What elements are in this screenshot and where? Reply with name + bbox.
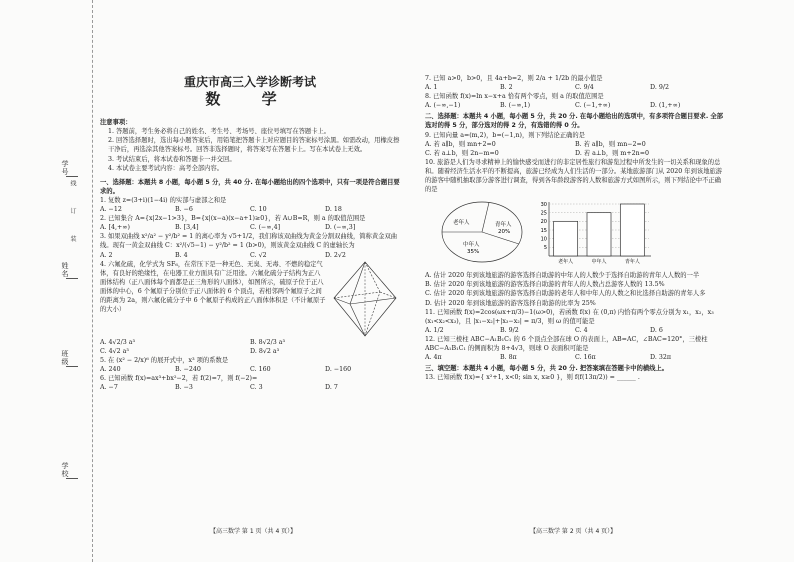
question-options xyxy=(425,83,725,92)
question-stem: 6. 已知函数 f(x)=ax³+bx²−2，若 f(2)=7，则 f(−2)= xyxy=(100,374,258,382)
fill-line xyxy=(66,278,78,279)
option: D. 7 xyxy=(325,384,338,392)
x-category-label: 老年人 xyxy=(558,259,574,266)
option: A. 若 a∥b，则 mn+2=0 xyxy=(425,140,496,148)
x-category-label: 青年人 xyxy=(624,259,640,266)
option: B. 8√2/3 a³ xyxy=(250,338,286,346)
question-options xyxy=(100,223,400,232)
bar xyxy=(587,213,611,256)
option: B. 估计 2020 年到该地旅游的游客选择自助游的青年人的人数占总游客人数的 13.5% xyxy=(425,281,665,289)
y-tick-label: 5 xyxy=(543,245,547,252)
option: A. 4π xyxy=(425,354,442,362)
notice-item: 4. 本试卷主要考试内容：高考全部内容。 xyxy=(108,164,224,172)
option: D. 6 xyxy=(650,326,663,334)
x-category-label: 中年人 xyxy=(591,259,607,266)
question-stem: 11. 已知函数 f(x)=2cos(ωx+π/3)−1(ω>0)，若函数 f(x) 在 (0,π) 内恰有两个零点分别为 x₁，x₂，x₃ (x₁<x₂<x₃)，且 |x₁−x₂|+|x₃−x₂| = π/3，则 ω 的值可能是 xyxy=(425,308,714,325)
option: C. 估计 2020 年到该地旅游的游客选择自助游的老年人和中年人的人数之和比选择自助游的青年人多 xyxy=(425,290,706,298)
octahedron-edge xyxy=(365,292,380,336)
option: D. (−∞,3] xyxy=(325,224,356,232)
fill-line xyxy=(66,478,78,479)
octahedron-figure xyxy=(330,260,400,338)
option: A. 1/2 xyxy=(425,326,444,334)
page-footer: 【高三数学 第 2 页（共 4 页）】 xyxy=(530,528,617,535)
option: C. 4 xyxy=(575,326,588,334)
question-with-figure xyxy=(100,260,400,338)
octahedron-edge xyxy=(334,292,380,298)
y-tick-label: 20 xyxy=(540,219,547,226)
question-stem: 7. 已知 a>0，b>0，且 4a+b=2，则 2/a + 1/2b 的最小值是 xyxy=(425,75,603,82)
pie-pct-middle-aged: 35% xyxy=(467,249,480,256)
question-stem: 10. 旅游是人们为寻求精神上的愉快感受而进行的非定居性旅行和游览过程中所发生的一切关系和现象的总和。随着经济生活水平的不断提高，旅游已经成为人们生活的一部分。某地旅游部门从 2020 年到该地旅游的游客中随机抽取部分游客进行调查，得到各年龄段游客的人数和旅游方式如图所示，则下列结论中不正确的是 xyxy=(425,158,723,194)
option: A. 240 xyxy=(100,365,121,373)
question-stem: 2. 已知集合 A={x|2x−1>3}，B={x|(x−a)(x−a+1)≥0}，若 A∪B=R，则 a 的取值范围是 xyxy=(100,215,366,223)
option: B. 8π xyxy=(500,354,517,362)
margin-label-student-id: 学号 xyxy=(61,160,69,176)
margin-label-class: 班级 xyxy=(61,350,69,366)
option: D. −160 xyxy=(325,365,352,373)
margin-label-name: 姓名 xyxy=(61,262,69,278)
binding-line-text: 线 订 装 xyxy=(69,180,76,252)
option: C. 9/4 xyxy=(575,84,594,92)
option: B. −3 xyxy=(175,384,193,392)
option: C. 3 xyxy=(250,384,263,392)
margin-label-school: 学校 xyxy=(61,462,69,478)
question-options xyxy=(425,140,725,149)
fill-line xyxy=(66,176,78,177)
option: B. −6 xyxy=(175,206,193,214)
option: B. (−∞,1) xyxy=(500,102,531,110)
question-stem: 5. 在 (x² − 2/x)⁶ 的展开式中，x³ 项的系数是 xyxy=(100,356,229,364)
question-options xyxy=(100,338,400,347)
option: D. 估计 2020 年到该地旅游的游客选择自助游的比率为 25% xyxy=(425,299,596,307)
option: C. (−1,+∞) xyxy=(575,102,611,110)
option: D. 8√2 a³ xyxy=(250,347,280,355)
option: D. (1,+∞) xyxy=(650,102,681,110)
option: B. 4 xyxy=(175,251,188,259)
option: B. −240 xyxy=(175,365,201,373)
question-options xyxy=(100,365,400,374)
option: A. 估计 2020 年到该地旅游的游客选择自助游的中年人的人数少于选择自助游的青年人人数的一半 xyxy=(425,272,700,280)
y-tick-label: 25 xyxy=(540,210,547,217)
pie-label-middle-aged: 中年人 xyxy=(463,242,480,249)
option: C. √2 xyxy=(250,251,267,259)
option: B. 若 a∥b，则 mn−2=0 xyxy=(575,140,646,148)
exam-title: 重庆市高三入学诊断考试 xyxy=(183,75,316,89)
option: A. [4,+∞) xyxy=(100,224,130,232)
notice-heading: 注意事项： xyxy=(100,119,132,127)
option: B. 2 xyxy=(500,84,513,92)
pie-label-youth: 青年人 xyxy=(495,222,512,229)
travel-mode-pie-chart xyxy=(437,198,527,266)
page-two xyxy=(425,74,725,382)
option: A. −7 xyxy=(100,384,118,392)
section-heading: 二、选择题：本题共 4 小题，每小题 5 分，共 20 分. 在每小题给出的选项中，有多项符合题目要求. 全部选对的得 5 分，部分选对的得 2 分，有选错的得 0 分。 xyxy=(425,113,724,130)
bar xyxy=(554,222,578,257)
notice-item: 3. 考试结束后，将本试卷和答题卡一并交回。 xyxy=(108,155,236,163)
option: C. 若 a⊥b，则 2n−m=0 xyxy=(425,149,499,157)
question-options xyxy=(100,251,400,260)
page-footer: 【高三数学 第 1 页（共 4 页）】 xyxy=(210,528,297,535)
notice-item: 1. 答题前，考生务必将自己的姓名、考生号、考场号、座位号填写在答题卡上。 xyxy=(108,128,331,136)
option: A. 1 xyxy=(425,84,438,92)
question-stem: 3. 如果双曲线 x²/a² − y²/b² = 1 的离心率为 √5+1/2，我们称该双曲线为黄金分割双曲线，简称黄金双曲线。现有一黄金双曲线 C：x²/(√5−1) − y²/b² = 1 (b>0)，则该黄金双曲线 C 的虚轴长为 xyxy=(100,233,398,250)
pie-divider xyxy=(482,203,489,233)
option: A. 2 xyxy=(100,251,113,259)
option: D. 若 a⊥b，则 m+2n=0 xyxy=(575,149,650,157)
exam-subject: 数 学 xyxy=(205,90,295,109)
y-tick-label: 10 xyxy=(540,236,547,243)
page-one xyxy=(100,74,400,392)
pie-label-elderly: 老年人 xyxy=(453,220,470,227)
option: B. [3,4] xyxy=(175,224,199,232)
notice-item: 2. 回答选择题时，选出每小题答案后，用铅笔把答题卡上对应题目的答案标号涂黑。如需改动，用橡皮擦干净后，再选涂其他答案标号。回答非选择题时，将答案写在答题卡上。写在本试卷上无效。 xyxy=(108,137,400,154)
option: C. (−∞,4] xyxy=(250,224,281,232)
octahedron-edge xyxy=(350,298,396,304)
section-heading: 三、填空题：本题共 4 小题，每小题 5 分，共 20 分. 把答案填在答题卡中的横线上。 xyxy=(425,365,669,373)
option: C. 16π xyxy=(575,354,596,362)
option: B. 9/2 xyxy=(500,326,519,334)
option: A. −12 xyxy=(100,206,122,214)
option: D. 32π xyxy=(650,354,671,362)
option: C. 160 xyxy=(250,365,271,373)
section-heading: 一、选择题：本题共 8 小题，每小题 5 分，共 40 分. 在每小题给出的四个选项中，只有一项是符合题目要求的。 xyxy=(100,178,400,195)
fill-line xyxy=(66,366,78,367)
option: D. 2√2 xyxy=(325,251,346,259)
y-tick-label: 15 xyxy=(540,228,547,235)
option: C. 10 xyxy=(250,206,267,214)
question-stem: 9. 已知向量 a=(m,2)，b=(−1,n)，则下列结论正确的是 xyxy=(425,131,585,139)
option: D. 18 xyxy=(325,206,342,214)
question-options xyxy=(425,149,725,158)
question-options xyxy=(100,347,400,356)
option: A. 4√2/3 a³ xyxy=(100,338,135,346)
option: A. (−∞,−1) xyxy=(425,102,461,110)
bar xyxy=(620,204,644,256)
question-options xyxy=(425,353,725,362)
question-stem: 1. 复数 z=(3+i)(1−4i) 的实部与虚部之和是 xyxy=(100,196,227,204)
question-options xyxy=(425,326,725,335)
y-tick-label: 30 xyxy=(540,202,547,209)
question-options xyxy=(100,205,400,214)
question-stem: 4. 六氟化硫，化学式为 SF₆，在常压下是一种无色、无臭、无毒、不燃的稳定气体，有良好的绝缘性，在电器工业方面具有广泛用途。六氟化硫分子结构为正八面体结构（正八面体每个面都是正三角形的八面体），如图所示，硫原子位于正八面体的中心，6 个氟原子分别位于正八面体的 6 个顶点，若相邻两个氟原子之间的距离为 2a，则六氟化硫分子中 6 个氟原子构成的正八面体体积是（不计氟原子的大小） xyxy=(100,260,326,314)
survey-figures xyxy=(437,198,725,268)
binding-margin xyxy=(0,0,93,562)
pie-pct-youth: 20% xyxy=(498,229,511,236)
question-options xyxy=(100,383,400,392)
octahedron-edge xyxy=(350,262,365,304)
option: C. 4√2 a³ xyxy=(100,347,129,355)
question-stem: 12. 已知三棱柱 ABC−A₁B₁C₁ 的 6 个顶点全部在球 O 的表面上，AB=AC，∠BAC=120°，三棱柱 ABC−A₁B₁C₁ 的侧面积为 8+4√3，则球 O 表面积可能是 xyxy=(425,335,708,352)
visitor-count-bar-chart xyxy=(535,198,655,268)
question-stem: 8. 已知函数 f(x)=ln x−x+a 恰有两个零点，则 a 的取值范围是 xyxy=(425,93,604,101)
option: D. 9/2 xyxy=(650,84,669,92)
question-stem: 13. 已知函数 f(x)={ x²+1, x<0; sin x, x≥0 }，则 f(f(13π/2)) = ______ . xyxy=(425,374,640,382)
question-options xyxy=(425,101,725,110)
